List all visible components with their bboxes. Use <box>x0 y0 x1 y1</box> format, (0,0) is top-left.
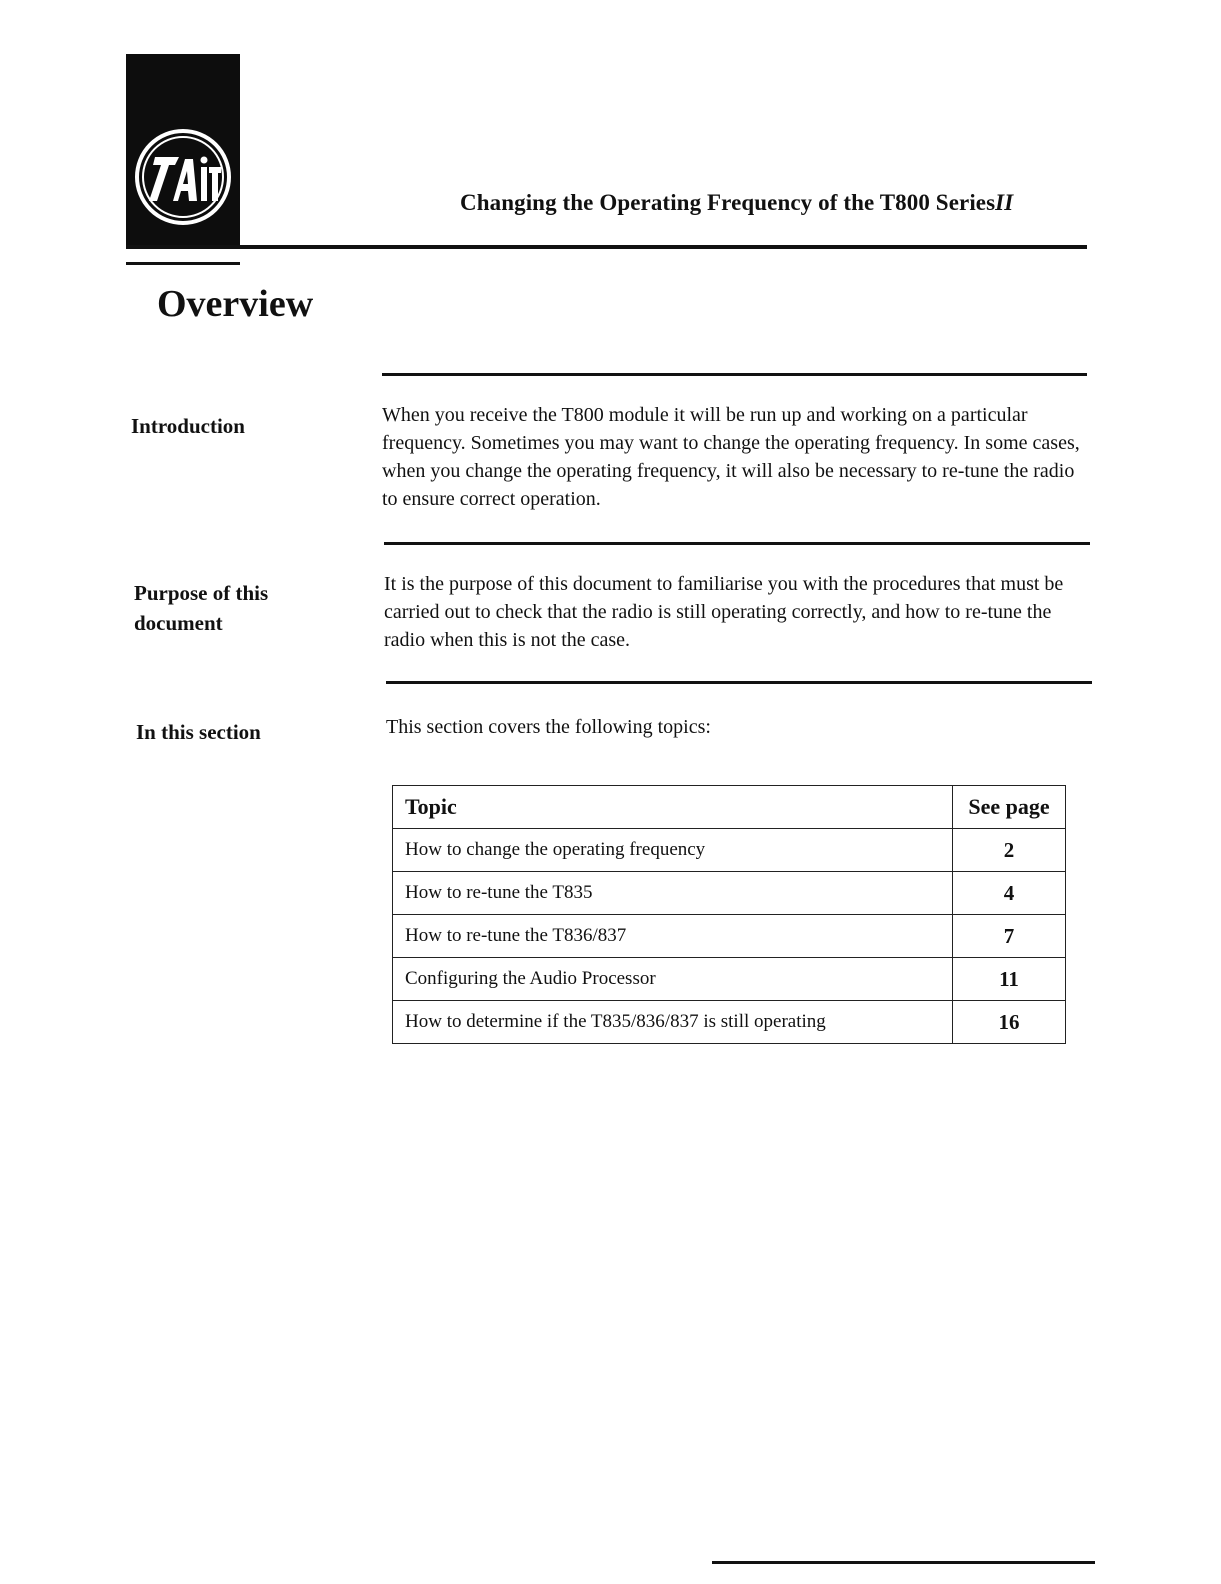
section-divider <box>384 542 1090 545</box>
section-body-in-this-section: This section covers the following topics: <box>386 716 711 738</box>
column-header-topic: Topic <box>393 786 953 829</box>
page-cell: 4 <box>953 872 1066 915</box>
page-cell: 2 <box>953 829 1066 872</box>
topics-table <box>392 785 1066 1044</box>
page-cell: 16 <box>953 1001 1066 1044</box>
topic-cell: How to determine if the T835/836/837 is still operating <box>393 1001 953 1044</box>
section-body-purpose: It is the purpose of this document to familiarise you with the procedures that must be carried out to check that the radio is still operating correctly, and how to re-tune the radio when this is not the case. <box>384 573 1064 651</box>
header-title-main: Changing the Operating Frequency of the T800 Series <box>460 190 996 215</box>
section-body-introduction: When you receive the T800 module it will be run up and working on a particular frequency. Sometimes you may want to change the operating frequency. In some cases, when you change the operating frequency, it will also be necessary to re-tune the radio to ensure correct operation. <box>382 404 1080 510</box>
section-divider <box>386 681 1092 684</box>
topic-cell: Configuring the Audio Processor <box>393 958 953 1001</box>
table-row <box>393 872 1066 915</box>
section-label-purpose: Purpose of this document <box>134 581 269 635</box>
table-header-row <box>393 786 1066 829</box>
section-label-introduction: Introduction <box>131 414 245 438</box>
header-divider <box>126 245 1087 249</box>
topic-cell: How to re-tune the T835 <box>393 872 953 915</box>
footer-divider <box>712 1561 1095 1564</box>
topic-cell: How to re-tune the T836/837 <box>393 915 953 958</box>
page-cell: 11 <box>953 958 1066 1001</box>
page-cell: 7 <box>953 915 1066 958</box>
header-title-series-suffix: II <box>995 190 1014 215</box>
page-title: Overview <box>157 283 314 325</box>
document-header-title <box>460 190 1013 216</box>
table-row <box>393 1001 1066 1044</box>
tait-logo-icon <box>133 127 233 227</box>
column-header-see-page: See page <box>953 786 1066 829</box>
company-logo <box>126 54 240 248</box>
table-row <box>393 915 1066 958</box>
topic-cell: How to change the operating frequency <box>393 829 953 872</box>
header-divider-short <box>126 262 240 265</box>
table-row <box>393 958 1066 1001</box>
section-divider <box>382 373 1087 376</box>
section-label-in-this-section: In this section <box>136 720 261 744</box>
table-row <box>393 829 1066 872</box>
